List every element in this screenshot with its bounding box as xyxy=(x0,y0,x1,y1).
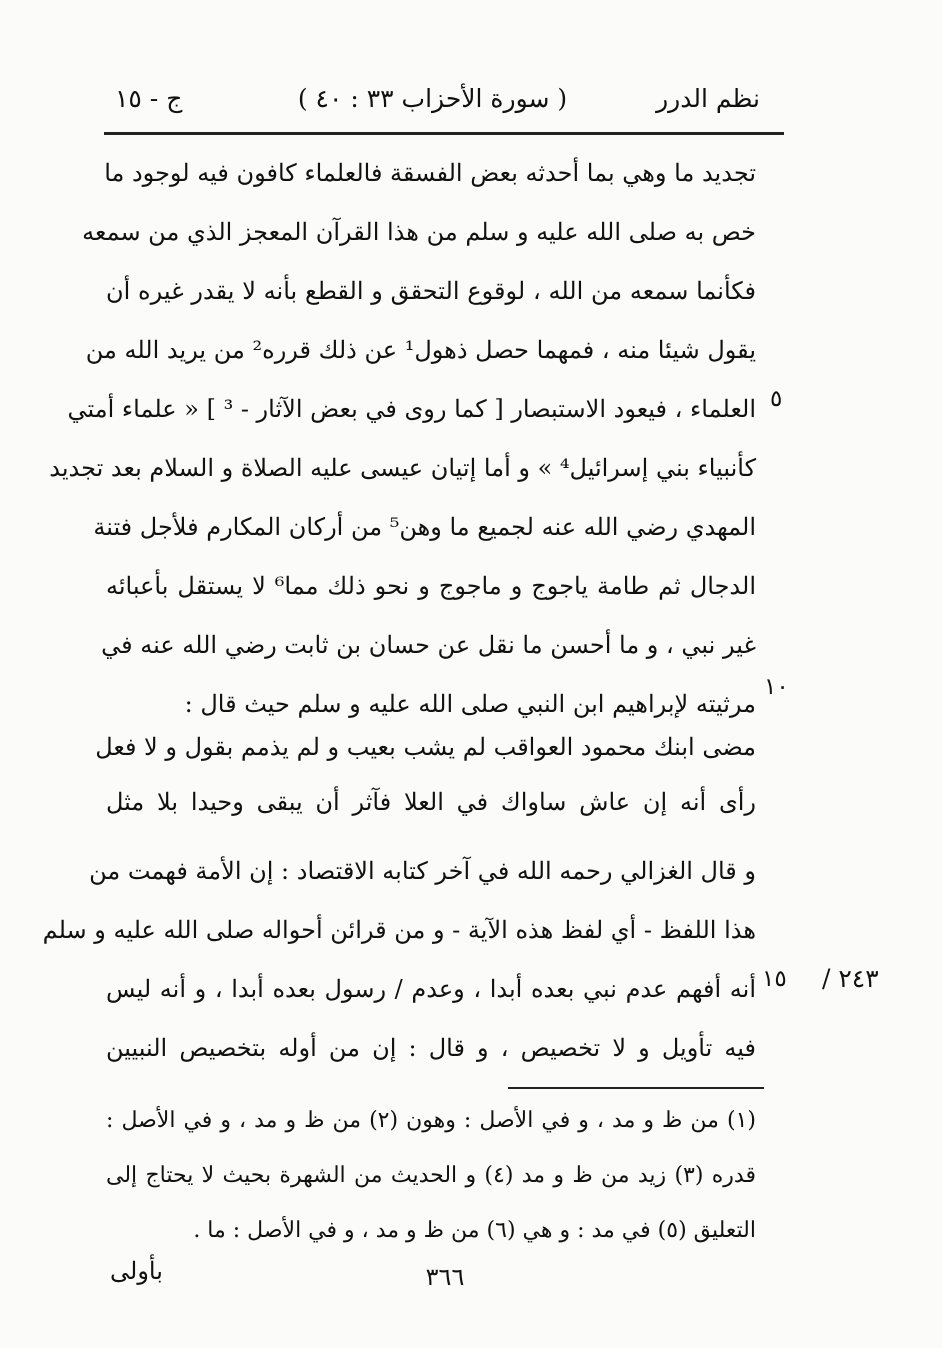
catchword: بأولى xyxy=(110,1257,163,1285)
main-text xyxy=(49,144,756,734)
poem-verse: رأى أنه إن عاش ساواك في العلا فآثر أن يبقى وحيدا بلا مثل xyxy=(106,788,756,816)
page-number: ٣٦٦ xyxy=(425,1263,465,1291)
text-line: غير نبي ، و ما أحسن ما نقل عن حسان بن ثابت رضي الله عنه في xyxy=(101,631,756,659)
footnote-line: قدره (٣) زيد من ظ و مد (٤) و الحديث من الشهرة بحيث لا يحتاج إلى xyxy=(106,1163,756,1188)
line-number-10: ١٠ xyxy=(764,674,789,700)
poem-verse: مضى ابنك محمود العواقب لم يشب بعيب و لم يذمم بقول و لا فعل xyxy=(95,733,756,761)
book-title: نظم الدرر xyxy=(656,84,760,113)
text-line: تجديد ما وهي بما أحدثه بعض الفسقة فالعلماء كافون فيه لوجود ما xyxy=(104,159,756,187)
header-rule xyxy=(104,132,784,135)
text-line: المهدي رضي الله عنه لجميع ما وهن⁵ من أركان المكارم فلأجل فتنة xyxy=(93,513,756,541)
line-number-5: ٥ xyxy=(770,386,783,412)
text-line: مرثيته لإبراهيم ابن النبي صلى الله عليه و سلم حيث قال : xyxy=(184,690,756,718)
text-line: العلماء ، فيعود الاستبصار [ كما روى في بعض الآثار - ³ ] « علماء أمتي xyxy=(67,395,756,423)
text-line: فيه تأويل و لا تخصيص ، و قال : إن من أوله بتخصيص النبيين xyxy=(106,1034,756,1062)
poem xyxy=(95,720,756,830)
continuation-text xyxy=(42,842,756,1078)
manuscript-folio-marker: ٢٤٣ / xyxy=(822,964,879,993)
text-line: خص به صلى الله عليه و سلم من هذا القرآن المعجز الذي من سمعه xyxy=(82,218,756,246)
text-line: أنه أفهم عدم نبي بعده أبدا ، وعدم / رسول بعده أبدا ، و أنه ليس xyxy=(106,975,756,1003)
text-line: و قال الغزالي رحمه الله في آخر كتابه الاقتصاد : إن الأمة فهمت من xyxy=(89,857,756,885)
text-line: فكأنما سمعه من الله ، لوقوع التحقق و القطع بأنه لا يقدر غيره أن xyxy=(106,277,756,305)
line-number-15: ١٥ xyxy=(762,966,787,992)
text-line: هذا اللفظ - أي لفظ هذه الآية - و من قرائن أحواله صلى الله عليه و سلم xyxy=(42,916,756,944)
footnote-line: التعليق (٥) في مد : و هي (٦) من ظ و مد ، و في الأصل : ما . xyxy=(193,1218,756,1243)
text-line: يقول شيئا منه ، فمهما حصل ذهول¹ عن ذلك قرره² من يريد الله من xyxy=(85,336,756,364)
footnote-line: (١) من ظ و مد ، و في الأصل : وهون (٢) من ظ و مد ، و في الأصل : xyxy=(106,1108,756,1133)
text-line: الدجال ثم طامة ياجوج و ماجوج و نحو ذلك مما⁶ لا يستقل بأعبائه xyxy=(106,572,756,600)
running-header xyxy=(105,82,760,126)
surah-reference: ( سورة الأحزاب ٣٣ : ٤٠ ) xyxy=(297,84,568,113)
volume-label: ج - ١٥ xyxy=(115,84,183,113)
text-line: كأنبياء بني إسرائيل⁴ » و أما إتيان عيسى عليه الصلاة و السلام بعد تجديد xyxy=(49,454,756,482)
footnote-rule xyxy=(508,1087,764,1089)
footnotes xyxy=(106,1093,756,1258)
